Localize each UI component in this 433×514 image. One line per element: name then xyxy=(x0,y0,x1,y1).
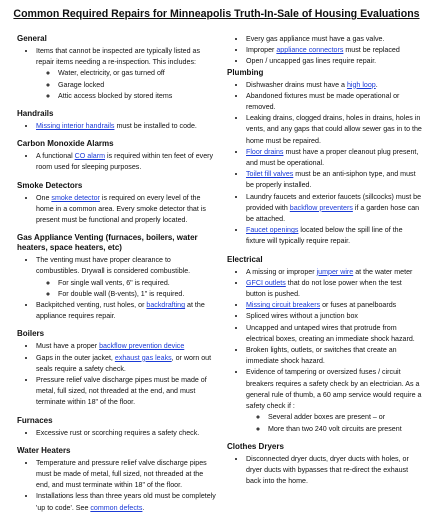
water-heaters-item: • Temperature and pressure relief valve discharge pipes must be made of metal, full sized, not threaded at the end, and must terminate within 18" of the floor. xyxy=(36,458,216,492)
co-alarms-list xyxy=(17,151,216,173)
handrails-text: must be installed to code. xyxy=(114,122,197,131)
plumbing-text-pre: Laundry faucets and exterior faucets (sillcocks) must be provided with xyxy=(246,192,422,212)
gas-venting-list xyxy=(17,255,216,322)
handrails-link[interactable]: Missing interior handrails xyxy=(36,122,115,131)
boilers-item xyxy=(36,353,216,375)
electrical-item xyxy=(246,367,423,434)
electrical-item: • Uncapped and untaped wires that protrude from electrical boxes, creating an immediate shock hazard. xyxy=(246,323,423,345)
electrical-subitem: ◦ More than two 240 volt circuits are present xyxy=(268,424,423,435)
co-alarm-link[interactable]: CO alarm xyxy=(74,152,106,161)
electrical-text-pre: A missing or improper xyxy=(246,267,317,276)
smoke-detectors-item xyxy=(36,193,216,227)
boilers-list xyxy=(17,341,216,408)
co-alarms-item xyxy=(36,151,216,173)
furnaces-heading: Furnaces xyxy=(17,415,53,425)
furnaces-list xyxy=(17,428,216,439)
plumbing-text: if a garden hose can be attached. xyxy=(246,203,420,224)
gas-venting-text: at the appliance requires repair. xyxy=(36,301,205,321)
boilers-item xyxy=(36,341,216,352)
electrical-item xyxy=(246,300,423,311)
plumbing-text-pre: Dishwasher drains must have a xyxy=(246,80,347,89)
appliance-connectors-link[interactable]: appliance connectors xyxy=(276,46,344,55)
electrical-subitem: ◦ Several adder boxes are present – or xyxy=(268,412,423,423)
faucet-openings-link[interactable]: Faucet openings xyxy=(246,226,299,235)
floor-drains-link[interactable]: Floor drains xyxy=(246,147,284,156)
co-alarms-heading: Carbon Monoxide Alarms xyxy=(17,139,114,149)
gas-venting-heading: Gas Appliance Venting (furnaces, boilers, water heaters, space heaters, etc) xyxy=(17,233,198,253)
document-title: Common Required Repairs for Minneapolis Truth-In-Sale of Housing Evaluations xyxy=(13,8,420,20)
right-column xyxy=(227,34,423,487)
gas-venting-subitem: ◦ For single wall vents, 6" is required. xyxy=(58,278,216,289)
boilers-text-pre: Gaps in the outer jacket, xyxy=(36,353,115,362)
boilers-text-pre: Must have a proper xyxy=(36,342,100,351)
plumbing-heading: Plumbing xyxy=(227,67,264,77)
furnaces-item: • Excessive rust or scorching requires a safety check. xyxy=(36,428,216,439)
general-item-text: Items that cannot be inspected are typically listed as repair items needing a re-inspection. This includes: xyxy=(36,47,201,67)
general-list xyxy=(17,46,216,102)
electrical-list xyxy=(227,267,423,435)
water-heaters-list xyxy=(17,458,216,514)
electrical-item xyxy=(246,267,423,278)
electrical-item: • Broken lights, outlets, or switches that create an immediate shock hazard. xyxy=(246,345,423,367)
plumbing-text: located below the spill line of the fixture will typically require repair. xyxy=(246,226,403,246)
general-heading: General xyxy=(17,34,47,43)
gas-venting-text-pre: Backpitched venting, rust holes, or xyxy=(36,301,147,310)
left-column xyxy=(17,34,216,514)
high-loop-link[interactable]: high loop xyxy=(346,80,376,89)
gas-continued-list xyxy=(227,34,423,68)
plumbing-item xyxy=(246,225,423,247)
smoke-detectors-list xyxy=(17,193,216,227)
smoke-text-pre: One xyxy=(36,193,52,202)
electrical-text: or fuses at panelboards xyxy=(320,301,397,310)
smoke-detectors-heading: Smoke Detectors xyxy=(17,180,83,190)
clothes-dryers-heading: Clothes Dryers xyxy=(227,441,284,451)
clothes-dryers-item: • Disconnected dryer ducts, dryer ducts with holes, or dryer ducts with bypasses that re-direct the exhaust back into the home. xyxy=(246,454,423,488)
gas-text-pre: Improper xyxy=(246,46,277,55)
water-heaters-item xyxy=(36,491,216,513)
gas-item: • Every gas appliance must have a gas valve. xyxy=(246,34,423,45)
general-subitem: ◦ Water, electricity, or gas turned off xyxy=(58,68,216,79)
electrical-text: that do not lose power when the test button is pushed. xyxy=(246,278,402,299)
water-heaters-text-pre: Installations less than three years old must be completely 'up to code'. See xyxy=(36,492,216,512)
smoke-text: is required on every level of the home in a common area. Every smoke detector that is present must be functional and properly located. xyxy=(36,193,206,225)
water-heaters-text: . xyxy=(142,503,145,512)
toilet-fill-valves-link[interactable]: Toilet fill valves xyxy=(246,170,294,179)
plumbing-text: must be an anti-siphon type, and must be properly installed. xyxy=(246,170,416,190)
plumbing-item: • Abandoned fixtures must be made operational or removed. xyxy=(246,91,423,113)
general-subitem: ◦ Garage locked xyxy=(58,80,216,91)
handrails-item xyxy=(36,121,216,132)
plumbing-list xyxy=(227,80,423,248)
handrails-heading: Handrails xyxy=(17,109,54,119)
electrical-heading: Electrical xyxy=(227,254,263,264)
electrical-text: at the water meter xyxy=(353,267,413,276)
gas-venting-sublist xyxy=(36,278,216,300)
exhaust-gas-leaks-link[interactable]: exhaust gas leaks xyxy=(114,353,172,362)
gas-venting-item xyxy=(36,255,216,300)
backdrafting-link[interactable]: backdrafting xyxy=(146,301,186,310)
electrical-item: • Spliced wires without a junction box xyxy=(246,311,423,322)
plumbing-item xyxy=(246,147,423,169)
backflow-preventers-link[interactable]: backflow preventers xyxy=(289,203,353,212)
co-alarms-text-pre: A functional xyxy=(36,152,75,161)
general-sublist xyxy=(36,68,216,102)
general-item xyxy=(36,46,216,102)
gas-venting-item xyxy=(36,300,216,322)
water-heaters-heading: Water Heaters xyxy=(17,445,71,455)
boilers-heading: Boilers xyxy=(17,329,45,339)
plumbing-text: must have a proper cleanout plug present, and must be operational. xyxy=(246,147,419,168)
handrails-list xyxy=(17,121,216,132)
common-defects-link[interactable]: common defects xyxy=(90,503,143,512)
jumper-wire-link[interactable]: jumper wire xyxy=(316,267,354,276)
electrical-text: Evidence of tampering or oversized fuses / circuit breakers requires a safety check by an electrician. As a general rule of thumb, a 60 amp service would require a safety check if : xyxy=(246,368,422,411)
general-subitem: ◦ Attic access blocked by stored items xyxy=(58,91,216,102)
smoke-detector-link[interactable]: smoke detector xyxy=(51,193,100,202)
boilers-text: , or worn out seals require a safety check. xyxy=(36,353,212,373)
plumbing-text: . xyxy=(375,80,378,89)
gfci-outlets-link[interactable]: GFCI outlets xyxy=(246,278,286,287)
plumbing-item xyxy=(246,80,423,91)
gas-text: must be replaced xyxy=(343,46,400,55)
plumbing-item xyxy=(246,192,423,226)
boilers-item: • Pressure relief valve discharge pipes must be made of metal, full sized, not threaded at the end, and must terminate within 18" of the floor. xyxy=(36,375,216,409)
co-alarms-text: is required within ten feet of every room used for sleeping purposes. xyxy=(36,152,214,172)
gas-venting-text: The venting must have proper clearance to combustibles. Drywall is considered combustible. xyxy=(36,256,191,276)
backflow-prevention-link[interactable]: backflow prevention device xyxy=(99,342,185,351)
gas-venting-subitem: ◦ For double wall (B-vents), 1" is required. xyxy=(58,289,216,300)
plumbing-item: • Leaking drains, clogged drains, holes in drains, holes in vents, and any gaps that could allow sewer gas in to the home must be repaired. xyxy=(246,113,423,147)
plumbing-item xyxy=(246,169,423,191)
missing-circuit-breakers-link[interactable]: Missing circuit breakers xyxy=(246,301,321,310)
gas-item: • Open / uncapped gas lines require repair. xyxy=(246,56,423,67)
electrical-item xyxy=(246,278,423,300)
electrical-sublist xyxy=(246,412,423,434)
gas-item xyxy=(246,45,423,56)
clothes-dryers-list xyxy=(227,454,423,488)
